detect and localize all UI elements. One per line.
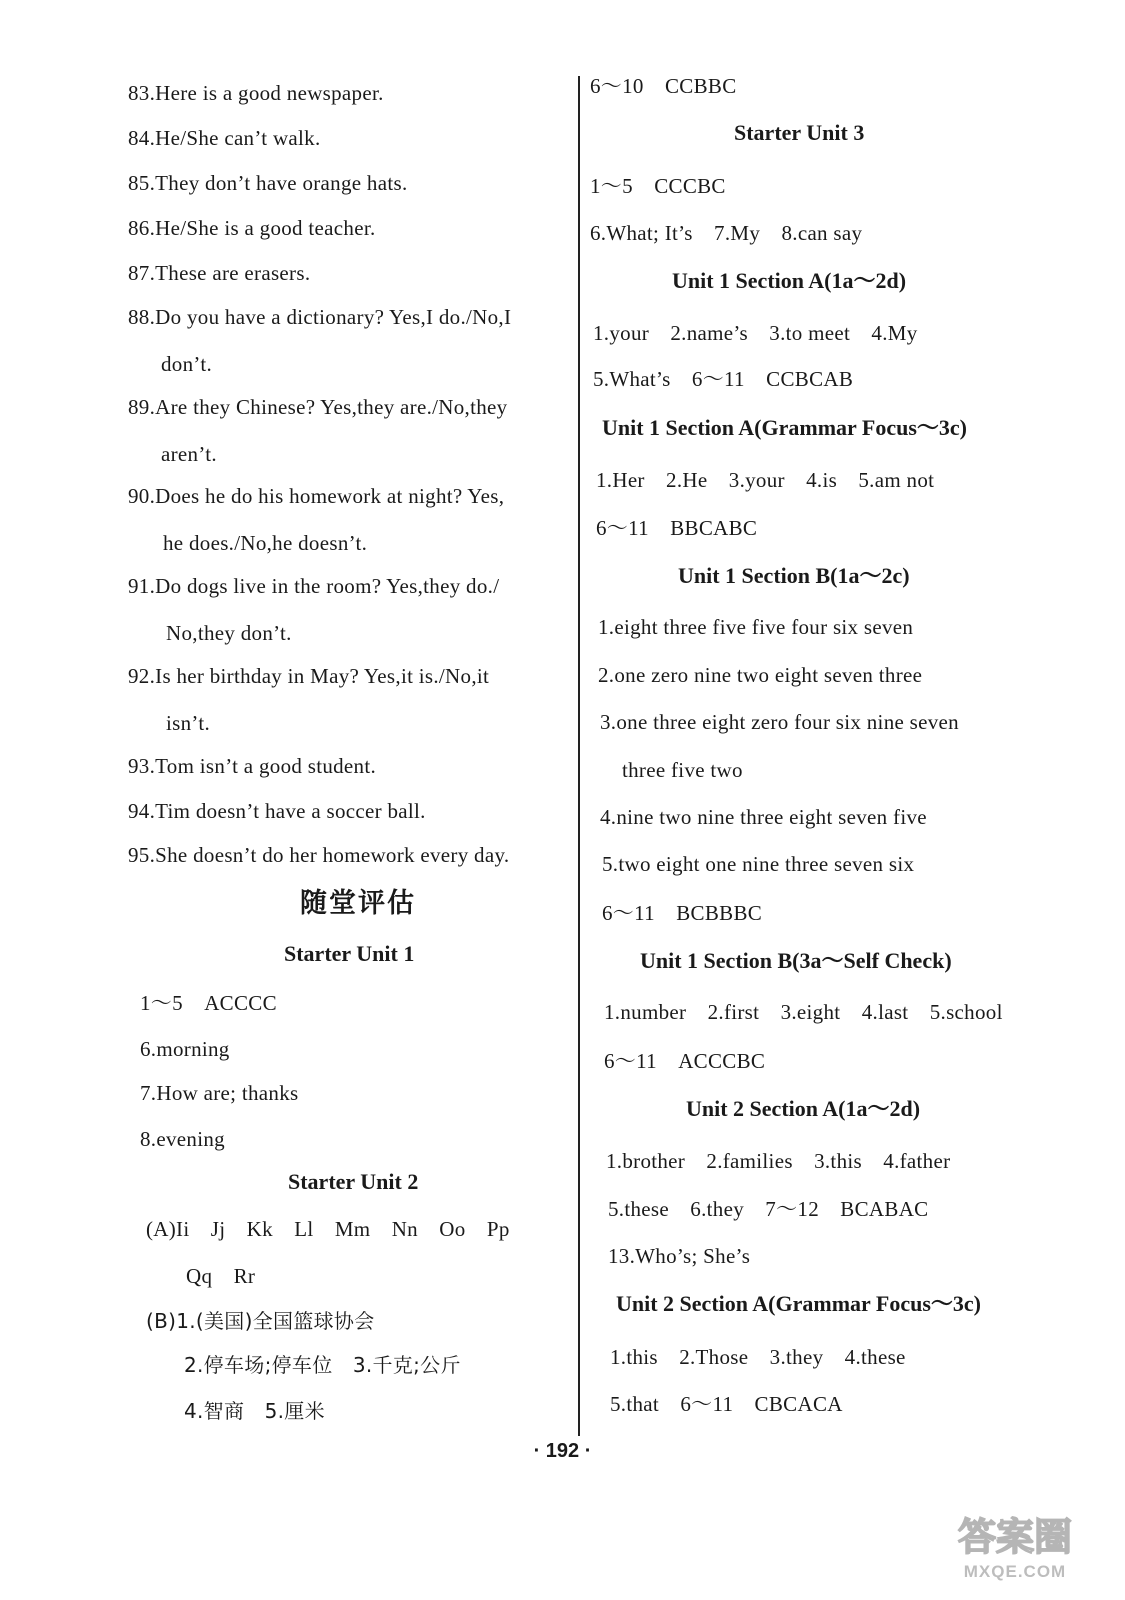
answer-line: 1.Her 2.He 3.your 4.is 5.am not	[596, 468, 935, 492]
answer-line: 90.Does he do his homework at night? Yes,	[128, 484, 505, 508]
unit-heading: Unit 1 Section B(3a～Self Check)	[640, 948, 952, 973]
unit-heading: Starter Unit 1	[284, 941, 415, 966]
unit-heading: Unit 2 Section A(1a～2d)	[686, 1096, 921, 1121]
answer-line: 95.She doesn’t do her homework every day.	[128, 843, 510, 867]
answer-line: 93.Tom isn’t a good student.	[128, 754, 377, 778]
unit-heading: Unit 1 Section A(Grammar Focus～3c)	[602, 415, 967, 440]
section-title: 随堂评估	[300, 888, 416, 919]
answer-line: (B)1.(美国)全国篮球协会	[146, 1309, 375, 1333]
answer-line: 5.these 6.they 7～12 BCABAC	[608, 1197, 929, 1221]
answer-line: 1.brother 2.families 3.this 4.father	[606, 1149, 951, 1173]
unit-heading: Unit 2 Section A(Grammar Focus～3c)	[616, 1291, 981, 1316]
answer-line: 2.one zero nine two eight seven three	[598, 663, 923, 687]
watermark-logo-icon	[950, 1510, 1080, 1560]
answer-line: 6～11 BCBBBC	[602, 901, 763, 925]
answer-line: 6～11 ACCCBC	[604, 1049, 766, 1073]
answer-line: 92.Is her birthday in May? Yes,it is./No,it	[128, 664, 490, 688]
answer-line: 86.He/She is a good teacher.	[128, 216, 376, 240]
answer-line-continuation: No,they don’t.	[166, 621, 292, 645]
answer-line: 4.智商 5.厘米	[184, 1399, 325, 1423]
answer-line: 89.Are they Chinese? Yes,they are./No,they	[128, 395, 508, 419]
watermark-site: MXQE.COM	[963, 1562, 1067, 1581]
page-number: · 192 ·	[533, 1440, 592, 1462]
answer-line: 6～11 BBCABC	[596, 516, 758, 540]
answer-line: 94.Tim doesn’t have a soccer ball.	[128, 799, 426, 823]
answer-line: 91.Do dogs live in the room? Yes,they do./	[128, 574, 500, 598]
answer-line: 13.Who’s; She’s	[608, 1244, 751, 1268]
answer-line: 88.Do you have a dictionary? Yes,I do./No,I	[128, 305, 512, 329]
answer-line: 84.He/She can’t walk.	[128, 126, 321, 150]
answer-line: 7.How are; thanks	[140, 1081, 299, 1105]
answer-line-continuation: don’t.	[161, 352, 212, 376]
answer-line: 5.that 6～11 CBCACA	[610, 1392, 843, 1416]
answer-line: 1.your 2.name’s 3.to meet 4.My	[593, 321, 918, 345]
answer-line: 5.What’s 6～11 CCBCAB	[593, 367, 854, 391]
site-watermark	[950, 1510, 1080, 1590]
answer-line: 4.nine two nine three eight seven five	[600, 805, 927, 829]
answer-line: 1.this 2.Those 3.they 4.these	[610, 1345, 906, 1369]
unit-heading: Unit 1 Section A(1a～2d)	[672, 268, 907, 293]
unit-heading: Starter Unit 3	[734, 120, 865, 145]
answer-line: 1～5 ACCCC	[140, 991, 277, 1015]
unit-heading: Starter Unit 2	[288, 1169, 419, 1194]
answer-line: 85.They don’t have orange hats.	[128, 171, 408, 195]
answer-line-continuation: he does./No,he doesn’t.	[163, 531, 368, 555]
answer-line: 1.number 2.first 3.eight 4.last 5.school	[604, 1000, 1003, 1024]
unit-heading: Unit 1 Section B(1a～2c)	[678, 563, 910, 588]
answer-line-continuation: isn’t.	[166, 711, 211, 735]
answer-line: 87.These are erasers.	[128, 261, 311, 285]
answer-line: 83.Here is a good newspaper.	[128, 81, 384, 105]
answer-line-continuation: aren’t.	[161, 442, 217, 466]
answer-line: 1～5 CCCBC	[590, 174, 726, 198]
watermark-logo-text: 答案圈	[957, 1515, 1073, 1559]
answer-line: 6～10 CCBBC	[590, 74, 737, 98]
answer-line: 6.What; It’s 7.My 8.can say	[590, 221, 863, 245]
answer-line: 5.two eight one nine three seven six	[602, 852, 915, 876]
answer-line-continuation: Qq Rr	[186, 1264, 256, 1288]
answer-line-continuation: three five two	[622, 758, 743, 782]
answer-line: 8.evening	[140, 1127, 225, 1151]
answer-line: 3.one three eight zero four six nine seven	[600, 710, 959, 734]
column-divider	[578, 76, 580, 1436]
answer-line: 2.停车场;停车位 3.千克;公斤	[184, 1353, 461, 1377]
answer-line: 1.eight three five five four six seven	[598, 615, 914, 639]
answer-line: 6.morning	[140, 1037, 230, 1061]
answer-line: (A)Ii Jj Kk Ll Mm Nn Oo Pp	[146, 1217, 510, 1241]
